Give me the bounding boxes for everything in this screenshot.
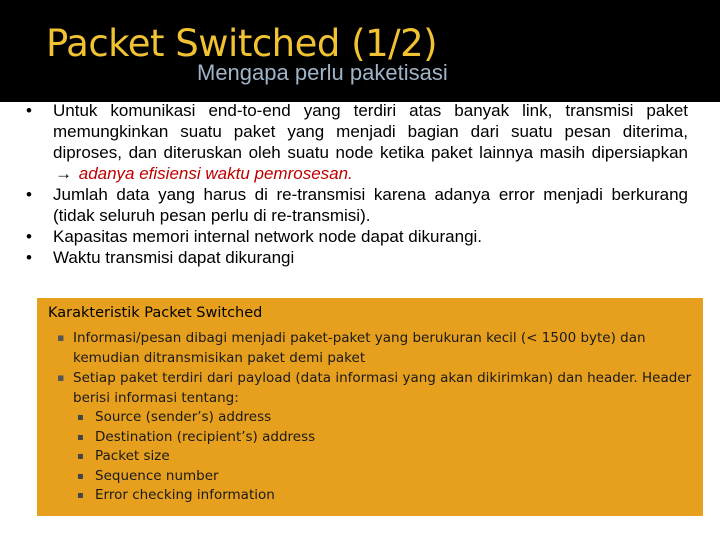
bullet-text: Kapasitas memori internal network node dapat dikurangi. — [53, 227, 483, 246]
box-item-text: Setiap paket terdiri dari payload (data informasi yang akan dikirimkan) dan header. Header berisi informasi tentang: — [73, 370, 692, 406]
bullet-list — [0, 100, 720, 268]
slide-header — [0, 0, 720, 102]
sub-item-text: Error checking information — [95, 487, 275, 503]
bullet-marker-icon: ▪ — [57, 331, 65, 344]
square-bullet-icon: ▪ — [77, 490, 84, 501]
right-arrow-icon: → — [55, 164, 72, 183]
slide-subtitle: Mengapa perlu paketisasi — [197, 60, 448, 85]
sub-item — [73, 447, 695, 467]
square-bullet-icon: ▪ — [77, 470, 84, 482]
bullet-dot-icon: • — [26, 227, 32, 246]
bullet-item — [0, 247, 720, 268]
square-bullet-icon: ▪ — [77, 412, 84, 423]
sub-item — [73, 486, 695, 506]
sub-item — [73, 467, 695, 487]
box-item — [37, 328, 703, 368]
sub-item — [73, 428, 695, 448]
sub-list — [73, 408, 695, 506]
sub-item-text: Sequence number — [95, 467, 219, 484]
bullet-emphasis: adanya efisiensi waktu pemrosesan. — [78, 164, 353, 183]
bullet-dot-icon: • — [26, 101, 32, 120]
box-list — [37, 328, 703, 506]
square-bullet-icon: ▪ — [77, 431, 84, 443]
bullet-text: Untuk komunikasi end-to-end yang terdiri atas banyak link, transmisi paket memungkinkan suatu paket yang menjadi bagian dari suatu pesan diterima, diproses, dan diteruskan oleh suatu node ketika paket lainnya masih dipersiapkan — [53, 101, 688, 162]
bullet-item — [0, 100, 720, 184]
box-item-text: Informasi/pesan dibagi menjadi paket-paket yang berukuran kecil (< 1500 byte) dan kemudian ditransmisikan paket demi paket — [73, 330, 646, 366]
sub-item-text: Packet size — [95, 448, 170, 464]
square-bullet-icon: ▪ — [77, 451, 84, 462]
bullet-marker-icon: ▪ — [57, 371, 65, 384]
bullet-dot-icon: • — [26, 248, 32, 267]
box-item — [37, 368, 703, 506]
bullet-text: Jumlah data yang harus di re-transmisi karena adanya error menjadi berkurang (tidak seluruh pesan perlu di re-transmisi). — [53, 185, 688, 225]
sub-item-text: Source (sender’s) address — [95, 409, 272, 425]
sub-item — [73, 408, 695, 428]
bullet-item — [0, 226, 720, 247]
sub-item-text: Destination (recipient’s) address — [95, 428, 316, 445]
box-title: Karakteristik Packet Switched — [48, 305, 263, 321]
bullet-text: Waktu transmisi dapat dikurangi — [53, 248, 295, 267]
characteristics-box — [37, 298, 703, 516]
bullet-dot-icon: • — [26, 185, 32, 204]
bullet-item — [0, 184, 720, 226]
slide-title: Packet Switched (1/2) — [46, 22, 438, 65]
